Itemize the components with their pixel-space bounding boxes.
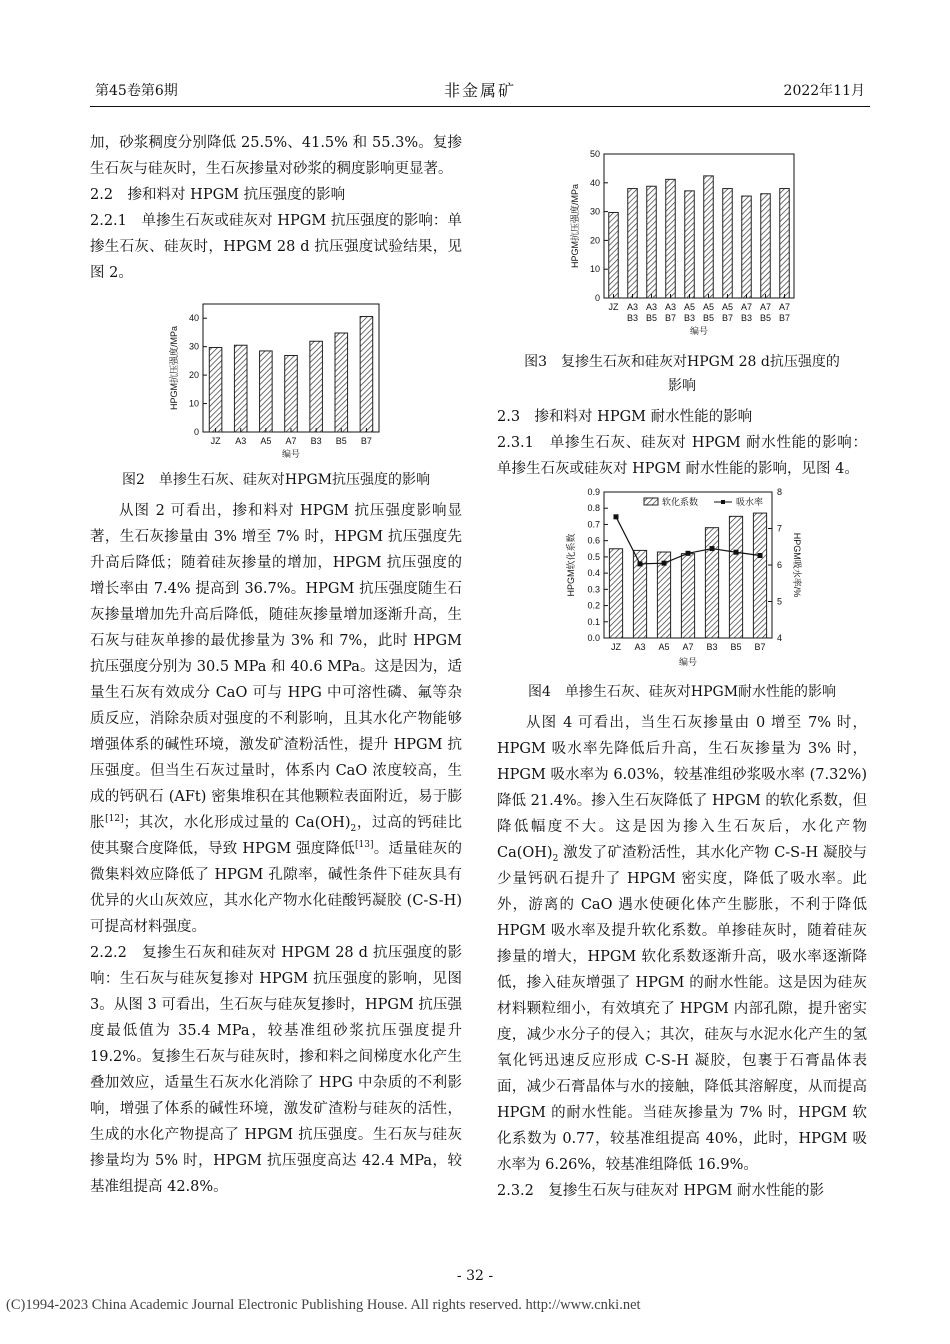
figure-3-caption-line-2: 影响 [668, 378, 696, 394]
y2-tick-label: 6 [777, 560, 783, 570]
y-tick-label: 0.9 [587, 487, 600, 497]
header-rule [90, 106, 870, 107]
point-A3 [638, 561, 643, 566]
x-tick-label: B3 [626, 313, 639, 323]
bar-A3-B3 [628, 189, 638, 298]
bar-B5 [729, 516, 742, 638]
point-A7 [686, 551, 691, 556]
x-tick-label: B5 [759, 313, 772, 323]
x-tick-label: B5 [335, 436, 347, 446]
figure-3-chart [497, 142, 867, 342]
paragraph-2-2-1: 2.2.1 单掺生石灰或硅灰对 HPGM 抗压强度的影响：单掺生石灰、硅灰时，HPGM 28 d 抗压强度试验结果，见图 2。 [90, 213, 462, 281]
y-tick-label: 40 [589, 177, 600, 188]
bar-B3 [310, 341, 323, 432]
y-axis-label: HPGM软化系数 [566, 533, 576, 597]
right-column [497, 140, 867, 1204]
y2-tick-label: 4 [777, 633, 783, 643]
x-tick-label: A5 [702, 302, 715, 312]
x-tick-label: A7 [682, 642, 694, 652]
paragraph-2-3-1: 2.3.1 单掺生石灰、硅灰对 HPGM 耐水性能的影响：单掺生石灰或硅灰对 HPGM 耐水性能的影响，见图 4。 [497, 435, 867, 477]
y-tick-label: 0.5 [587, 551, 600, 562]
bar-B7 [753, 513, 766, 638]
figure-3 [497, 142, 867, 342]
y-tick-label: 20 [589, 235, 600, 246]
journal-volume: 第45卷第6期 [95, 83, 178, 99]
page-header [95, 80, 865, 104]
x-tick-label: B7 [754, 642, 766, 652]
y-tick-label: 20 [188, 370, 199, 381]
bar-A7-B7 [780, 189, 790, 298]
y-axis-label: HPGM抗压强度/MPa [570, 183, 580, 269]
y-axis-label: HPGM抗压强度/MPa [169, 325, 179, 411]
y-tick-label: 0.8 [587, 503, 600, 514]
journal-title: 非金属矿 [443, 81, 516, 100]
y-tick-label: 0.3 [587, 584, 600, 595]
point-B5 [734, 550, 739, 555]
figure-2 [90, 288, 462, 464]
bar-A7 [681, 554, 694, 638]
legend-bar-label: 软化系数 [662, 497, 699, 507]
x-tick-label: B7 [664, 313, 677, 323]
y-tick-label: 0.4 [587, 568, 600, 579]
bar-A3-B7 [666, 179, 676, 298]
x-tick-label: A3 [645, 302, 658, 312]
issue-date: 2022年11月 [783, 83, 865, 99]
page-number: - 32 - [456, 1268, 494, 1284]
paragraph-2-2-2: 2.2.2 复掺生石灰和硅灰对 HPGM 28 d 抗压强度的影响：生石灰与硅灰复掺对 HPGM 抗压强度的影响，见图 3。从图 3 可看出，生石灰与硅灰复掺时，HPGM 抗压强度最低值为 35.4 MPa，较基准组砂浆抗压强度提升 19.2%。复掺生石灰与硅灰时，掺和料之间梯度水化产生叠加效应，适量生石灰水化消除了 HPG 中杂质的不利影响，增强了体系的碱性环境，激发矿渣粉与硅灰的活性，生成的水化产物提高了 HPGM 抗压强度。生石灰与硅灰掺量均为 5% 时，HPGM 抗压强度高达 42.4 MPa，较基准组提高 42.8%。 [90, 945, 462, 1195]
x-tick-label: B3 [683, 313, 696, 323]
x-tick-label: A7 [285, 436, 297, 446]
x-tick-label: B3 [706, 642, 718, 652]
bar-A3-B5 [647, 186, 657, 298]
bar-JZ [609, 549, 622, 638]
bar-A5-B7 [723, 189, 733, 298]
y2-axis-label: HPGM吸水率/% [792, 532, 802, 598]
y-tick-label: 0.7 [587, 519, 600, 530]
analysis-text-e: 从图 4 可看出，当生石灰掺量由 0 增至 7% 时，HPGM 吸水率先降低后升高，生石灰掺量为 3% 时，HPGM 吸水率为 6.03%，较基准组砂浆吸水率 (7.32%) 降低 21.4%。掺入生石灰降低了 HPGM 的软化系数，但降低幅度不大。这是因为掺入生石灰后，水化产物 Ca(OH) [497, 715, 867, 861]
y-tick-label: 10 [589, 264, 600, 275]
bar-A7-B5 [761, 194, 771, 298]
y-tick-label: 0.6 [587, 535, 600, 546]
x-tick-label: A3 [664, 302, 677, 312]
y-tick-label: 30 [188, 341, 199, 352]
x-tick-label: B7 [721, 313, 734, 323]
figure-4 [497, 484, 867, 676]
x-tick-label: B7 [778, 313, 791, 323]
y-tick-label: 0 [193, 427, 199, 437]
paragraph-consistency: 加，砂浆稠度分别降低 25.5%、41.5% 和 55.3%。复掺生石灰与硅灰时，生石灰掺量对砂浆的稠度影响更显著。 [90, 135, 462, 177]
figure-2-chart [90, 288, 462, 464]
x-axis-label: 编号 [689, 326, 709, 336]
figure-4-chart [497, 484, 867, 676]
x-tick-label: A7 [759, 302, 772, 312]
analysis-text-b: ；其次，水化形成过量的 Ca(OH) [123, 815, 351, 831]
bar-A5 [260, 351, 273, 432]
bar-A7-B3 [742, 196, 752, 298]
x-axis-label: 编号 [678, 657, 698, 667]
citation-12: [12] [105, 814, 124, 825]
x-axis-label: 编号 [281, 449, 301, 459]
section-heading-2-3: 2.3 掺和料对 HPGM 耐水性能的影响 [497, 409, 753, 425]
bar-JZ [209, 348, 222, 432]
citation-13: [13] [355, 840, 374, 851]
y-tick-label: 50 [589, 149, 600, 159]
y2-tick-label: 7 [777, 523, 783, 534]
x-tick-label: A3 [626, 302, 639, 312]
x-tick-label: JZ [611, 642, 621, 652]
subscript-2b: 2 [552, 853, 559, 864]
x-tick-label: JZ [210, 436, 221, 446]
y-tick-label: 0 [594, 293, 600, 303]
x-tick-label: B3 [310, 436, 322, 446]
x-tick-label: A3 [634, 642, 646, 652]
point-A5 [662, 561, 667, 566]
bar-A3 [234, 345, 247, 432]
figure-3-caption-line-1: 图3 复掺生石灰和硅灰对HPGM 28 d抗压强度的 [524, 354, 840, 370]
y-tick-label: 30 [589, 206, 600, 217]
copyright-notice: (C)1994-2023 China Academic Journal Electronic Publishing House. All rights reserved. http://www.cnki.net [6, 1297, 641, 1313]
x-tick-label: A5 [260, 436, 272, 446]
bar-A5-B3 [685, 191, 695, 298]
x-tick-label: B7 [360, 436, 372, 446]
analysis-text-d: 。适量硅灰的微集料效应降低了 HPGM 孔隙率，碱性条件下硅灰具有优异的火山灰效应，其水化产物水化硅酸钙凝胶 (C-S-H) 可提高材料强度。 [90, 841, 462, 935]
x-tick-label: A5 [721, 302, 734, 312]
y-tick-label: 0.2 [587, 600, 600, 611]
figure-2-caption: 图2 单掺生石灰、硅灰对HPGM抗压强度的影响 [121, 472, 431, 488]
left-column [90, 130, 462, 1200]
x-tick-label: B3 [740, 313, 753, 323]
legend-line-marker [721, 500, 725, 504]
x-tick-label: A7 [740, 302, 753, 312]
figure-3-caption [497, 350, 867, 398]
y-tick-label: 10 [188, 398, 199, 409]
x-tick-label: B5 [645, 313, 658, 323]
x-tick-label: B5 [730, 642, 742, 652]
point-B3 [710, 546, 715, 551]
point-B7 [758, 553, 763, 558]
x-tick-label: A3 [235, 436, 247, 446]
paragraph-figure-4-analysis [497, 710, 867, 1178]
x-tick-label: A5 [658, 642, 670, 652]
y-tick-label: 40 [188, 313, 199, 324]
paragraph-2-3-2: 2.3.2 复掺生石灰与硅灰对 HPGM 耐水性能的影 [497, 1183, 824, 1199]
bar-A7 [285, 355, 298, 432]
legend-bar-swatch [644, 498, 658, 505]
y-tick-label: 0.0 [587, 633, 600, 643]
legend-line-label: 吸水率 [736, 497, 764, 507]
analysis-text-f: 激发了矿渣粉活性，其水化产物 C-S-H 凝胶与少量钙矾石提升了 HPGM 密实度，降低了吸水率。此外，游离的 CaO 遇水使硬化体产生膨胀，不利于降低 HPGM 吸水率及提升软化系数。单掺硅灰时，随着硅灰掺量的增大，HPGM 软化系数逐渐升高，吸水率逐渐降低，掺入硅灰增强了 HPGM 的耐水性能。这是因为硅灰材料颗粒细小，有效填充了 HPGM 内部孔隙，提升密实度，减少水分子的侵入；其次，硅灰与水泥水化产生的氢氧化钙迅速反应形成 C-S-H 凝胶，包裹于石膏晶体表面，减少石膏晶体与水的接触，降低其溶解度，从而提高 HPGM 的耐水性能。当硅灰掺量为 7% 时，HPGM 软化系数为 0.77，较基准组提高 40%，此时，HPGM 吸水率为 6.26%，较基准组降低 16.9%。 [497, 845, 867, 1173]
y2-tick-label: 8 [777, 487, 783, 497]
x-tick-label: B5 [702, 313, 715, 323]
subscript-2: 2 [350, 823, 357, 834]
analysis-text-c: ，过高的钙硅比使其聚合度降低，导致 HPGM 强度降低 [90, 815, 463, 857]
figure-4-caption: 图4 单掺生石灰、硅灰对HPGM耐水性能的影响 [527, 684, 837, 700]
x-tick-label: JZ [608, 302, 619, 312]
y-tick-label: 0.1 [587, 616, 600, 627]
x-tick-label: A7 [778, 302, 791, 312]
x-tick-label: A5 [683, 302, 696, 312]
point-JZ [614, 514, 619, 519]
analysis-text-a: 从图 2 可看出，掺和料对 HPGM 抗压强度影响显著，生石灰掺量由 3% 增至 7% 时，HPGM 抗压强度先升高后降低；随着硅灰掺量的增加，HPGM 抗压强度的增长率由 7.4% 提高到 36.7%。HPGM 抗压强度随生石灰掺量增加先升高后降低，随硅灰掺量增加逐渐升高，生石灰与硅灰单掺的最优掺量为 3% 和 7%，此时 HPGM 抗压强度分别为 30.5 MPa 和 40.6 MPa。这是因为，适量生石灰有效成分 CaO 可与 HPG 中可溶性磷、氟等杂质反应，消除杂质对强度的不利影响，且其水化产物能够增强体系的碱性环境，激发矿渣粉活性，提升 HPGM 抗压强度。但当生石灰过量时，体系内 CaO 浓度较高，生成的钙矾石 (AFt) 密集堆积在其他颗粒表面附近，易于膨胀 [90, 503, 462, 831]
paragraph-figure-2-analysis [90, 498, 462, 940]
y2-tick-label: 5 [777, 596, 783, 607]
bar-B7 [360, 317, 373, 432]
bar-A5-B5 [704, 176, 714, 298]
bar-B5 [335, 333, 348, 432]
section-heading-2-2: 2.2 掺和料对 HPGM 抗压强度的影响 [90, 187, 346, 203]
bar-JZ [609, 212, 619, 298]
bar-B3 [705, 528, 718, 638]
